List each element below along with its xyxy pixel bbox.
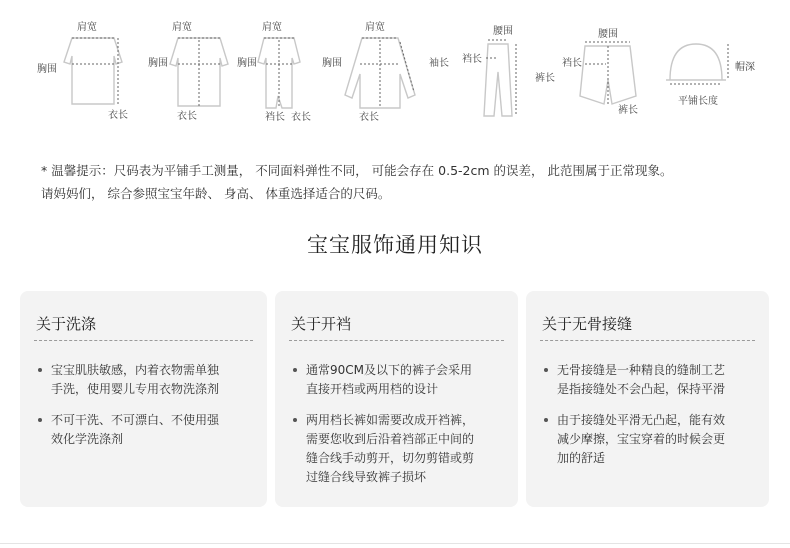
card-title: 关于开裆 xyxy=(291,315,352,333)
hat-flat-length-label: 平铺长度 xyxy=(678,96,718,107)
hat-depth-label: 帽深 xyxy=(735,62,755,73)
card-title: 关于无骨接缝 xyxy=(542,315,633,333)
dress-chest-label: 胸围 xyxy=(148,58,168,69)
list-item: 由于接缝处平滑无凸起，能有效 减少摩擦，宝宝穿着的时候会更 加的舒适 xyxy=(542,411,759,468)
pants-waist-label: 腰围 xyxy=(493,26,513,37)
shorts-waist-label: 腰围 xyxy=(598,29,618,40)
list-item: 两用档长裤如需要改成开裆裤， 需要您收到后沿着裆部正中间的 缝合线手动剪开，切勿剪错或剪 过缝合线导致裤子损坏 xyxy=(291,411,508,487)
tshirt-shoulder-label: 肩宽 xyxy=(77,22,97,33)
tshirt-chest-label: 胸围 xyxy=(37,64,57,75)
romper-length-label: 衣长 xyxy=(291,112,311,123)
bullet-icon xyxy=(544,368,548,372)
card-title: 关于洗涤 xyxy=(36,315,97,333)
card-divider xyxy=(540,340,755,341)
romper-shoulder-label: 肩宽 xyxy=(262,22,282,33)
shorts-crotch-label: 裆长 xyxy=(562,58,582,69)
card-items xyxy=(291,361,508,499)
dress-shoulder-label: 肩宽 xyxy=(172,22,192,33)
card-items xyxy=(36,361,257,461)
tshirt-length-label: 衣长 xyxy=(108,110,128,121)
romper-chest-label: 胸围 xyxy=(237,58,257,69)
card-seamless xyxy=(526,291,769,507)
notice-line-2: 请妈妈们， 综合参照宝宝年龄、 身高、 体重选择适合的尺码。 xyxy=(41,186,391,201)
card-items xyxy=(542,361,759,480)
tshirt-outline xyxy=(64,38,122,104)
dress-length-label: 衣长 xyxy=(177,111,197,122)
pants-outline xyxy=(484,44,512,116)
bullet-icon xyxy=(544,418,548,422)
size-notice xyxy=(41,159,771,205)
pants-crotch-label: 裆长 xyxy=(462,54,482,65)
card-divider xyxy=(289,340,504,341)
bullet-icon xyxy=(38,418,42,422)
bottom-divider xyxy=(0,543,790,544)
jacket-shoulder-label: 肩宽 xyxy=(365,22,385,33)
bullet-icon xyxy=(293,368,297,372)
size-diagrams xyxy=(0,0,790,140)
jacket-sleeve-label: 袖长 xyxy=(429,58,449,69)
list-item: 不可干洗、不可漂白、不使用强 效化学洗涤剂 xyxy=(36,411,257,449)
jacket-length-label: 衣长 xyxy=(359,112,379,123)
bullet-icon xyxy=(38,368,42,372)
section-title: 宝宝服饰通用知识 xyxy=(307,233,483,257)
shorts-length-label: 裤长 xyxy=(618,105,638,116)
list-item: 宝宝肌肤敏感，内着衣物需单独 手洗，使用婴儿专用衣物洗涤剂 xyxy=(36,361,257,399)
pants-length-label: 裤长 xyxy=(535,73,555,84)
card-divider xyxy=(34,340,253,341)
hat-outline xyxy=(666,44,726,80)
list-item: 通常90CM及以下的裤子会采用 直接开档或两用档的设计 xyxy=(291,361,508,399)
notice-line-1: * 温馨提示：尺码表为平铺手工测量， 不同面料弹性不同， 可能会存在 0.5-2cm 的误差， 此范围属于正常现象。 xyxy=(41,163,673,178)
card-washing xyxy=(20,291,267,507)
card-open-crotch xyxy=(275,291,518,507)
jacket-chest-label: 胸围 xyxy=(322,58,342,69)
romper-crotch-label: 裆长 xyxy=(265,112,285,123)
list-item: 无骨接缝是一种精良的缝制工艺 是指接缝处不会凸起，保持平滑 xyxy=(542,361,759,399)
bullet-icon xyxy=(293,418,297,422)
